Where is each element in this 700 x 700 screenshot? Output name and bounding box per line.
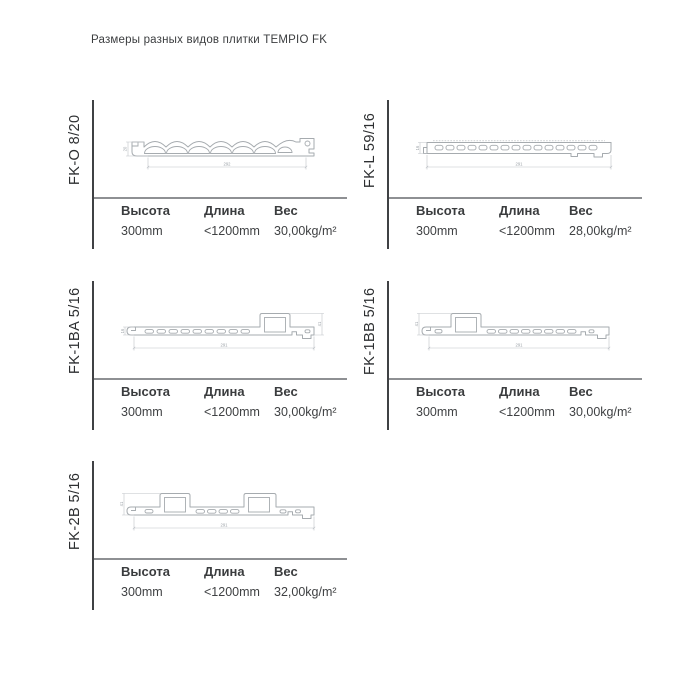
tile-profile-drawing	[118, 309, 330, 353]
table-value-row	[389, 224, 642, 240]
col-header-length: Длина	[204, 564, 245, 579]
tile-profile-drawing	[413, 128, 625, 172]
dimension-thickness-label: 20	[122, 146, 128, 152]
col-header-weight: Вес	[274, 564, 298, 579]
value-length: <1200mm	[499, 224, 555, 238]
profile-fk-1bb-drawing	[413, 309, 625, 353]
section-label: FK-2B 5/16	[67, 472, 83, 550]
value-height: 300mm	[121, 585, 163, 599]
value-height: 300mm	[121, 224, 163, 238]
col-header-length: Длина	[204, 203, 245, 218]
value-height: 300mm	[121, 405, 163, 419]
profile-fk-2b-drawing	[118, 489, 330, 533]
dimension-rib-height-label: 41	[119, 501, 124, 507]
table-header-row	[94, 203, 347, 219]
value-length: <1200mm	[204, 585, 260, 599]
value-length: <1200mm	[204, 224, 260, 238]
col-header-length: Длина	[204, 384, 245, 399]
value-weight: 28,00kg/m²	[569, 224, 632, 238]
section-fk-1bb-5-16	[362, 281, 640, 430]
col-header-weight: Вес	[274, 203, 298, 218]
col-header-height: Высота	[121, 564, 170, 579]
section-fk-l-59-16	[362, 100, 640, 249]
tile-profile-drawing	[118, 489, 330, 533]
dimension-width-label: 291	[220, 522, 228, 528]
profile-fk-1ba-drawing	[118, 309, 330, 353]
table-header-row	[389, 384, 642, 400]
dimension-width-label: 291	[515, 161, 523, 167]
col-header-weight: Вес	[274, 384, 298, 399]
section-label: FK-1BB 5/16	[362, 287, 378, 375]
divider-line	[94, 197, 347, 199]
col-header-weight: Вес	[569, 384, 593, 399]
col-header-height: Высота	[121, 384, 170, 399]
profile-fk-l-drawing	[413, 128, 625, 172]
divider-line	[94, 378, 347, 380]
profile-fk-o-drawing	[118, 128, 330, 172]
value-height: 300mm	[416, 224, 458, 238]
section-fk-1ba-5-16	[67, 281, 345, 430]
value-weight: 30,00kg/m²	[274, 405, 337, 419]
value-weight: 30,00kg/m²	[569, 405, 632, 419]
dimension-rib-height-label: 41	[414, 321, 419, 327]
page-title: Размеры разных видов плитки TEMPIO FK	[91, 34, 328, 46]
section-label: FK-O 8/20	[67, 114, 83, 186]
tile-profile-drawing	[118, 128, 330, 172]
col-header-length: Длина	[499, 203, 540, 218]
dimension-width-label: 291	[515, 342, 523, 348]
dimension-thickness-label: 16	[120, 328, 125, 334]
table-value-row	[94, 405, 347, 421]
table-header-row	[94, 564, 347, 580]
value-weight: 32,00kg/m²	[274, 585, 337, 599]
value-length: <1200mm	[204, 405, 260, 419]
tile-profile-drawing	[413, 309, 625, 353]
col-header-length: Длина	[499, 384, 540, 399]
value-length: <1200mm	[499, 405, 555, 419]
value-height: 300mm	[416, 405, 458, 419]
col-header-height: Высота	[416, 203, 465, 218]
table-value-row	[94, 224, 347, 240]
section-fk-2b-5-16	[67, 461, 345, 610]
col-header-weight: Вес	[569, 203, 593, 218]
table-value-row	[389, 405, 642, 421]
col-header-height: Высота	[121, 203, 170, 218]
divider-line	[94, 558, 347, 560]
divider-line	[389, 378, 642, 380]
dimension-rib-height-label: 41	[317, 321, 322, 327]
dimension-width-label: 292	[223, 161, 231, 167]
dimension-width-label: 291	[220, 342, 228, 348]
section-label: FK-1BA 5/16	[67, 287, 83, 375]
table-header-row	[389, 203, 642, 219]
section-label: FK-L 59/16	[362, 112, 378, 188]
table-header-row	[94, 384, 347, 400]
table-value-row	[94, 585, 347, 601]
dimension-thickness-label: 16	[415, 145, 420, 151]
col-header-height: Высота	[416, 384, 465, 399]
section-fk-o-8-20	[67, 100, 345, 249]
divider-line	[389, 197, 642, 199]
value-weight: 30,00kg/m²	[274, 224, 337, 238]
